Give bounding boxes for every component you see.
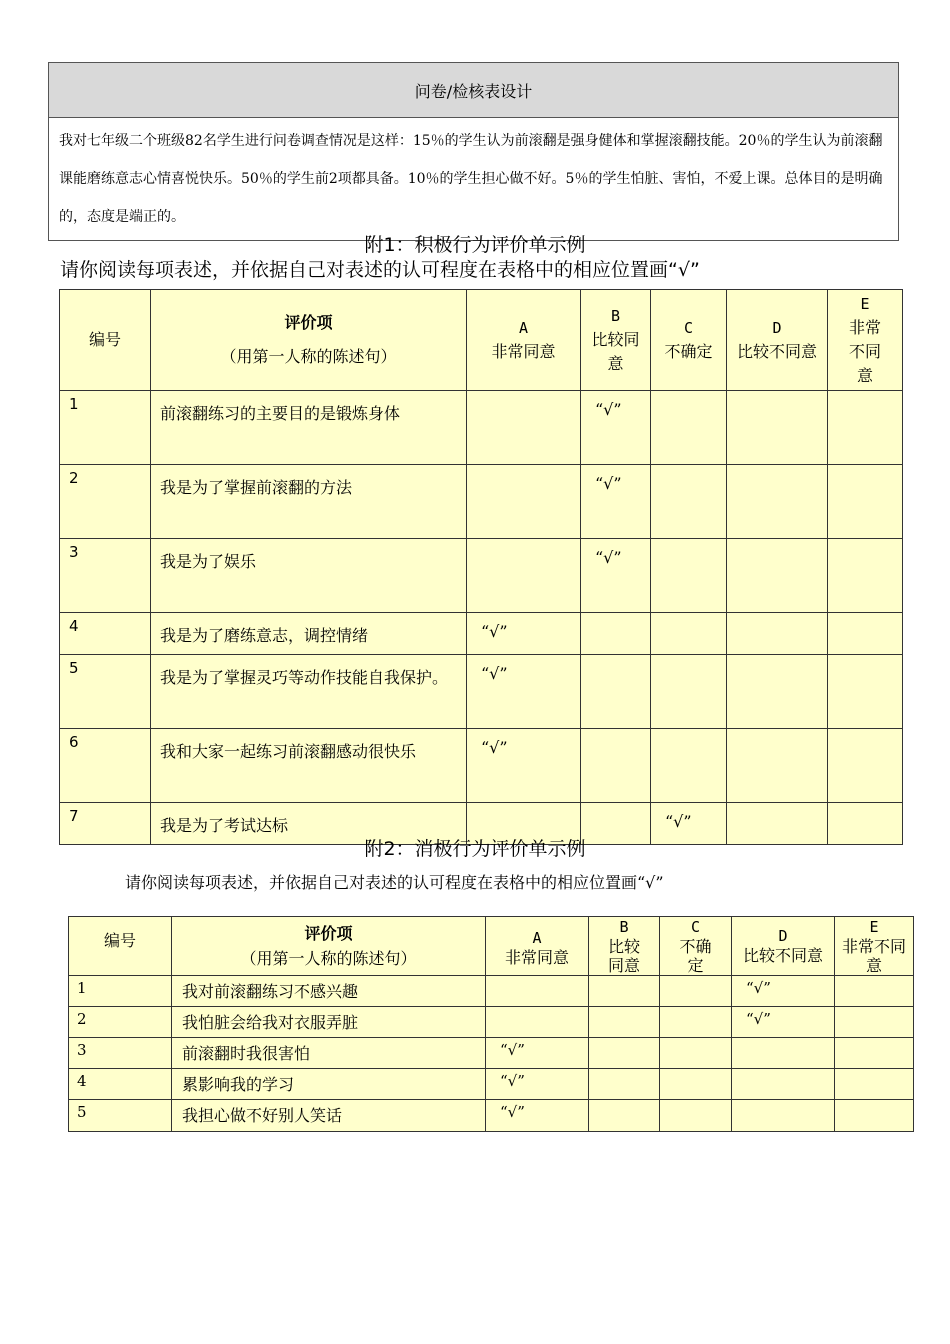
header-d — [732, 917, 835, 976]
header-item — [151, 290, 467, 391]
cell-d — [732, 1069, 835, 1100]
cell-c — [651, 539, 727, 613]
cell-d — [727, 391, 828, 465]
row-num: 7 — [60, 803, 151, 845]
row-num: 3 — [69, 1038, 172, 1069]
negative-evaluation-table — [68, 916, 914, 1132]
header-item-title: 评价项 — [304, 924, 353, 943]
cell-c — [651, 613, 727, 655]
row-item: 我是为了考试达标 — [151, 803, 467, 845]
cell-b — [581, 655, 651, 729]
cell-d — [727, 729, 828, 803]
cell-c: “√” — [651, 803, 727, 845]
header-d-label: 比较不同意 — [742, 946, 823, 965]
row-num: 2 — [69, 1007, 172, 1038]
cell-b — [589, 1038, 660, 1069]
row-item: 累影响我的学习 — [172, 1069, 486, 1100]
cell-b — [581, 729, 651, 803]
header-e-label: 非常不同意 — [848, 318, 881, 385]
cell-e — [835, 976, 914, 1007]
cell-a — [486, 976, 589, 1007]
header-item-title: 评价项 — [284, 313, 333, 332]
row-item: 我担心做不好别人笑话 — [172, 1100, 486, 1132]
header-b-label: 比较同意 — [607, 936, 640, 975]
header-b-letter: B — [619, 917, 629, 936]
header-c-label: 不确定 — [664, 342, 713, 361]
row-item: 前滚翻练习的主要目的是锻炼身体 — [151, 391, 467, 465]
header-c — [660, 917, 732, 976]
cell-e — [835, 1069, 914, 1100]
cell-b — [589, 976, 660, 1007]
table-row — [69, 1069, 914, 1100]
cell-e — [828, 391, 903, 465]
cell-d — [727, 465, 828, 539]
survey-design-box — [48, 62, 899, 241]
row-item: 我是为了磨练意志，调控情绪 — [151, 613, 467, 655]
cell-b — [581, 613, 651, 655]
row-num: 1 — [60, 391, 151, 465]
header-b-label: 比较同意 — [591, 330, 640, 373]
row-num: 4 — [60, 613, 151, 655]
table-header-row — [69, 917, 914, 976]
cell-c — [651, 655, 727, 729]
cell-b: “√” — [581, 539, 651, 613]
cell-c — [660, 1069, 732, 1100]
row-item: 前滚翻时我很害怕 — [172, 1038, 486, 1069]
header-a-letter: A — [532, 929, 542, 947]
header-a-label: 非常同意 — [504, 948, 569, 967]
header-a-letter: A — [518, 319, 529, 337]
cell-c — [660, 1007, 732, 1038]
row-item: 我是为了掌握灵巧等动作技能自我保护。 — [151, 655, 467, 729]
cell-a: “√” — [486, 1100, 589, 1132]
header-a-label: 非常同意 — [491, 342, 556, 361]
row-num: 1 — [69, 976, 172, 1007]
table-row — [69, 1100, 914, 1132]
cell-a — [467, 391, 581, 465]
appendix1-instruction: 请你阅读每项表述，并依据自己对表述的认可程度在表格中的相应位置画“√” — [60, 259, 700, 281]
cell-a: “√” — [486, 1069, 589, 1100]
table-row — [60, 613, 903, 655]
cell-e — [835, 1100, 914, 1132]
header-d-label: 比较不同意 — [736, 342, 817, 361]
row-item: 我对前滚翻练习不感兴趣 — [172, 976, 486, 1007]
header-d — [727, 290, 828, 391]
header-item — [172, 917, 486, 976]
row-num: 5 — [69, 1100, 172, 1132]
cell-d — [732, 1038, 835, 1069]
row-num: 3 — [60, 539, 151, 613]
cell-d: “√” — [732, 1007, 835, 1038]
cell-d — [727, 613, 828, 655]
header-e-label: 非常不同意 — [841, 936, 906, 975]
cell-c — [660, 1038, 732, 1069]
row-num: 2 — [60, 465, 151, 539]
cell-d — [727, 655, 828, 729]
cell-e — [835, 1038, 914, 1069]
row-item: 我怕脏会给我对衣服弄脏 — [172, 1007, 486, 1038]
positive-evaluation-table — [59, 289, 903, 845]
cell-a — [467, 465, 581, 539]
cell-c — [651, 729, 727, 803]
header-a — [467, 290, 581, 391]
cell-e — [835, 1007, 914, 1038]
appendix2-instruction: 请你阅读每项表述，并依据自己对表述的认可程度在表格中的相应位置画“√” — [125, 873, 664, 892]
table-row — [69, 1038, 914, 1069]
header-b-letter: B — [610, 307, 621, 325]
row-item: 我和大家一起练习前滚翻感动很快乐 — [151, 729, 467, 803]
table-row — [69, 1007, 914, 1038]
header-item-sub: （用第一人称的陈述句） — [240, 949, 417, 968]
appendix2-title: 附2：消极行为评价单示例 — [364, 838, 586, 860]
cell-d: “√” — [732, 976, 835, 1007]
cell-c — [660, 976, 732, 1007]
cell-a — [467, 539, 581, 613]
cell-a — [486, 1007, 589, 1038]
cell-d — [727, 539, 828, 613]
cell-e — [828, 655, 903, 729]
header-c — [651, 290, 727, 391]
cell-a: “√” — [486, 1038, 589, 1069]
header-b — [581, 290, 651, 391]
header-item-sub: （用第一人称的陈述句） — [220, 347, 397, 366]
cell-b — [589, 1100, 660, 1132]
cell-d — [732, 1100, 835, 1132]
header-d-letter: D — [778, 927, 788, 945]
cell-b: “√” — [581, 391, 651, 465]
cell-b — [589, 1007, 660, 1038]
header-c-letter: C — [690, 917, 701, 936]
row-item: 我是为了娱乐 — [151, 539, 467, 613]
header-e — [835, 917, 914, 976]
cell-a: “√” — [467, 729, 581, 803]
table-row — [60, 729, 903, 803]
header-b — [589, 917, 660, 976]
header-c-label: 不确定 — [679, 936, 712, 975]
cell-b: “√” — [581, 465, 651, 539]
header-a — [486, 917, 589, 976]
header-e — [828, 290, 903, 391]
cell-e — [828, 539, 903, 613]
cell-a: “√” — [467, 655, 581, 729]
table-row — [60, 655, 903, 729]
appendix1-title: 附1：积极行为评价单示例 — [364, 234, 586, 256]
row-item: 我是为了掌握前滚翻的方法 — [151, 465, 467, 539]
cell-e — [828, 613, 903, 655]
survey-box-body: 我对七年级二个班级82名学生进行问卷调查情况是这样：15％的学生认为前滚翻是强身健体和掌握滚翻技能。20％的学生认为前滚翻课能磨练意志心情喜悦快乐。50％的学生前2项都具备。10％的学生担心做不好。5％的学生怕脏、害怕，不爱上课。总体目的是明确的，态度是端正的。 — [59, 133, 883, 225]
cell-e — [828, 729, 903, 803]
row-num: 5 — [60, 655, 151, 729]
cell-c — [660, 1100, 732, 1132]
cell-c — [651, 465, 727, 539]
table-row — [69, 976, 914, 1007]
header-e-letter: E — [860, 295, 870, 313]
cell-b — [589, 1069, 660, 1100]
header-num: 编号 — [60, 290, 151, 391]
table-row — [60, 465, 903, 539]
cell-c — [651, 391, 727, 465]
table-row — [60, 539, 903, 613]
header-c-letter: C — [683, 319, 694, 337]
header-d-letter: D — [772, 319, 782, 337]
survey-box-title: 问卷/检核表设计 — [49, 63, 898, 118]
header-num: 编号 — [69, 917, 172, 976]
row-num: 6 — [60, 729, 151, 803]
table-row — [60, 391, 903, 465]
row-num: 4 — [69, 1069, 172, 1100]
cell-e — [828, 465, 903, 539]
cell-a: “√” — [467, 613, 581, 655]
table-header-row — [60, 290, 903, 391]
header-e-letter: E — [869, 917, 879, 936]
